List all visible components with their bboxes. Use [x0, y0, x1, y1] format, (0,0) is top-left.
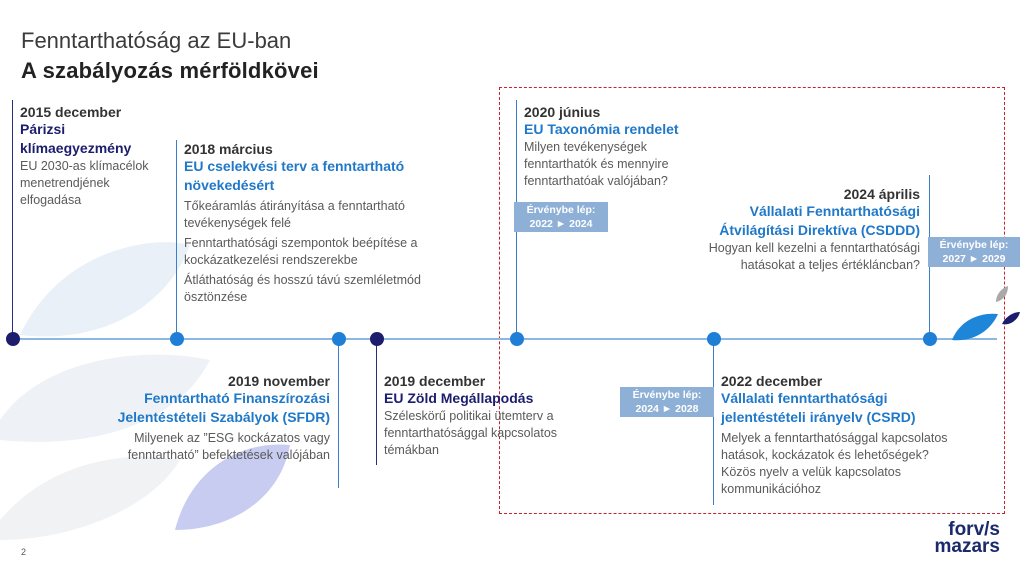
connector-action-plan — [176, 140, 177, 338]
milestone-body: Hogyan kell kezelni a fenntarthatósági hatásokat a teljes értékláncban? — [708, 241, 920, 272]
milestone-title: EU Taxonómia rendelet — [524, 121, 679, 137]
milestone-title: Fenntartható Finanszírozási Jelentéstételi Szabályok (SFDR) — [117, 390, 330, 425]
milestone-csddd — [665, 186, 920, 274]
effective-badge-taxonomy — [514, 202, 608, 232]
page-number: 2 — [21, 547, 27, 557]
badge-years: 2022 ► 2024 — [529, 218, 593, 230]
badge-label: Érvénybe lép: — [526, 204, 596, 216]
badge-years: 2024 ► 2028 — [635, 403, 699, 415]
badge-label: Érvénybe lép: — [939, 239, 1009, 251]
milestone-paris — [20, 104, 170, 209]
milestone-body: Széleskörű politikai ütemterv a fenntarthatósággal kapcsolatos témákban — [384, 409, 558, 457]
milestone-date: 2022 december — [721, 373, 823, 389]
milestone-date: 2024 április — [843, 186, 920, 202]
milestone-body: Milyen tevékenységek fenntarthatók és mennyire fenntarthatóak valójában? — [524, 140, 669, 188]
badge-years: 2027 ► 2029 — [942, 253, 1006, 265]
timeline-dot-csrd — [707, 332, 721, 346]
milestone-date: 2018 március — [184, 141, 273, 157]
milestone-sfdr — [72, 373, 330, 464]
milestone-body: EU 2030-as klímacélok menetrendjének elfogadása — [20, 159, 149, 207]
forvis-mazars-logo — [910, 521, 1000, 555]
effective-badge-csddd — [928, 237, 1020, 267]
connector-paris — [12, 100, 13, 338]
milestone-taxonomy — [524, 104, 734, 190]
badge-label: Érvénybe lép: — [632, 389, 702, 401]
effective-badge-csrd — [620, 387, 714, 417]
milestone-date: 2019 november — [228, 373, 330, 389]
milestone-body: Milyenek az ”ESG kockázatos vagy fenntartható” befektetések valójában — [127, 431, 330, 462]
milestone-date: 2019 december — [384, 373, 486, 389]
logo-line-1: forv/s — [948, 519, 1000, 540]
timeline-dot-csddd — [923, 332, 937, 346]
timeline-dot-action-plan — [170, 332, 184, 346]
milestone-title: Vállalati fenntarthatósági jelentéstételi irányelv (CSRD) — [721, 390, 916, 425]
connector-green-deal — [376, 340, 377, 465]
milestone-point: Fenntarthatósági szempontok beépítése a kockázatkezelési rendszerekbe — [184, 236, 418, 267]
milestone-date: 2015 december — [20, 104, 122, 120]
leaf-icon — [950, 282, 1022, 346]
logo-line-2: mazars — [934, 536, 1000, 557]
milestone-green-deal — [384, 373, 604, 459]
connector-sfdr — [338, 340, 339, 488]
timeline-axis — [12, 338, 997, 340]
milestone-action-plan — [184, 141, 484, 306]
milestone-csrd — [721, 373, 971, 498]
timeline-dot-taxonomy — [510, 332, 524, 346]
milestone-point: Tőkeáramlás átirányítása a fenntartható tevékenységek felé — [184, 199, 405, 230]
milestone-title: EU Zöld Megállapodás — [384, 390, 534, 406]
milestone-title: EU cselekvési terv a fenntartható növekedésért — [184, 158, 405, 193]
timeline-dot-green-deal — [370, 332, 384, 346]
milestone-body: Melyek a fenntarthatósággal kapcsolatos hatások, kockázatok és lehetőségek? Közös nyelv a velük kapcsolatos kommunikációhoz — [721, 431, 948, 496]
milestone-date: 2020 június — [524, 104, 601, 120]
timeline-dot-sfdr — [332, 332, 346, 346]
milestone-title: Vállalati Fenntarthatósági Átvilágítási Direktíva (CSDDD) — [719, 203, 920, 238]
timeline-dot-paris — [6, 332, 20, 346]
connector-csrd — [713, 340, 714, 505]
title-line-1: Fenntarthatóság az EU-ban — [21, 28, 292, 53]
milestone-title: Párizsi klímaegyezmény — [20, 121, 132, 156]
page-title: A szabályozás mérföldkövei — [21, 58, 319, 83]
milestone-point: Átláthatóság és hosszú távú szemléletmód ösztönzése — [184, 273, 421, 304]
